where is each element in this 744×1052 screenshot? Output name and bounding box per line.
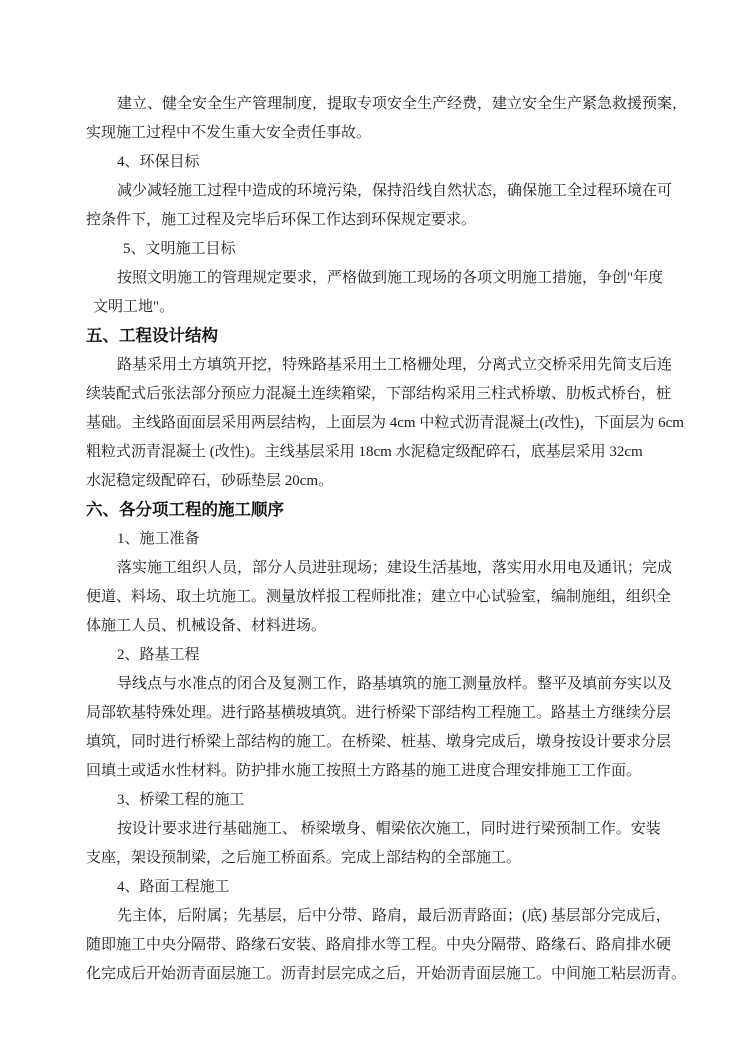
- paragraph-line: 水泥稳定级配碎石，砂砾垫层 20cm。: [86, 473, 334, 489]
- paragraph-line: 随即施工中央分隔带、路缘石安装、路肩排水等工程。中央分隔带、路缘石、路肩排水硬: [86, 937, 672, 953]
- list-item-preparation-title: 1、施工准备: [117, 531, 200, 547]
- paragraph-line: 回填土或适水性材料。防护排水施工按照土方路基的施工进度合理安排施工工作面。: [86, 763, 642, 779]
- paragraph-line: 建立、健全安全生产管理制度，提取专项安全生产经费，建立安全生产紧急救援预案，: [117, 96, 688, 112]
- paragraph-line: 落实施工组织人员，部分人员进驻现场；建设生活基地，落实用水用电及通讯；完成: [117, 560, 673, 576]
- paragraph-line: 文明工地"。: [93, 299, 175, 315]
- list-item-bridge-title: 3、桥梁工程的施工: [117, 792, 245, 808]
- paragraph-line: 填筑，同时进行桥梁上部结构的施工。在桥梁、桩基、墩身完成后，墩身按设计要求分层: [86, 734, 672, 750]
- list-item-env-goal-title: 4、环保目标: [117, 154, 200, 170]
- paragraph-civilized-goal: [86, 264, 686, 322]
- paragraph-bridge: [86, 815, 686, 873]
- paragraph-line: 基础。主线路面面层采用两层结构，上面层为 4cm 中粒式沥青混凝土(改性)，下面层为 6cm: [86, 415, 684, 431]
- section-heading-5-design-structure: 五、工程设计结构: [86, 327, 218, 345]
- paragraph-pavement: [86, 902, 686, 989]
- paragraph-line: 按设计要求进行基础施工、 桥梁墩身、帽梁依次施工，同时进行梁预制工作。安装: [117, 821, 661, 837]
- paragraph-roadbed: [86, 670, 686, 786]
- paragraph-line: 导线点与水准点的闭合及复测工作，路基填筑的施工测量放样。整平及填前夯实以及: [117, 676, 673, 692]
- paragraph-line: 支座，架设预制梁，之后施工桥面系。完成上部结构的全部施工。: [86, 850, 522, 866]
- list-item-pavement-title: 4、路面工程施工: [117, 879, 230, 895]
- paragraph-line: 便道、料场、取土坑施工。测量放样报工程师批准；建立中心试验室，编制施组，组织全: [86, 589, 672, 605]
- paragraph-line: 按照文明施工的管理规定要求，严格做到施工现场的各项文明施工措施，争创"年度: [117, 270, 664, 286]
- list-item-civilized-goal-title: 5、文明施工目标: [123, 241, 236, 257]
- paragraph-line: 化完成后开始沥青面层施工。沥青封层完成之后，开始沥青面层施工。中间施工粘层沥青。: [86, 966, 687, 982]
- paragraph-line: 体施工人员、机械设备、材料进场。: [86, 618, 327, 634]
- paragraph-line: 粗粒式沥青混凝土 (改性)。主线基层采用 18cm 水泥稳定级配碎石，底基层采用 32cm: [86, 444, 643, 460]
- section-heading-6-construction-sequence: 六、各分项工程的施工顺序: [86, 501, 284, 519]
- paragraph-line: 路基采用土方填筑开挖，特殊路基采用土工格栅处理，分离式立交桥采用先简支后连: [117, 357, 673, 373]
- document-body: [86, 90, 686, 989]
- paragraph-design-structure: [86, 351, 686, 496]
- paragraph-env-goal: [86, 177, 686, 235]
- paragraph-line: 续装配式后张法部分预应力混凝土连续箱梁，下部结构采用三柱式桥墩、肋板式桥台，桩: [86, 386, 672, 402]
- list-item-roadbed-title: 2、路基工程: [117, 647, 200, 663]
- paragraph-line: 先主体，后附属；先基层，后中分带、路肩，最后沥青路面；(底) 基层部分完成后，: [117, 908, 671, 924]
- paragraph-line: 减少减轻施工过程中造成的环境污染，保持沿线自然状态，确保施工全过程环境在可: [117, 183, 673, 199]
- paragraph-line: 实现施工过程中不发生重大安全责任事故。: [86, 125, 372, 141]
- paragraph-safety-goal: [86, 90, 686, 148]
- paragraph-line: 控条件下，施工过程及完毕后环保工作达到环保规定要求。: [86, 212, 477, 228]
- paragraph-preparation: [86, 554, 686, 641]
- paragraph-line: 局部软基特殊处理。进行路基横坡填筑。进行桥梁下部结构工程施工。路基土方继续分层: [86, 705, 672, 721]
